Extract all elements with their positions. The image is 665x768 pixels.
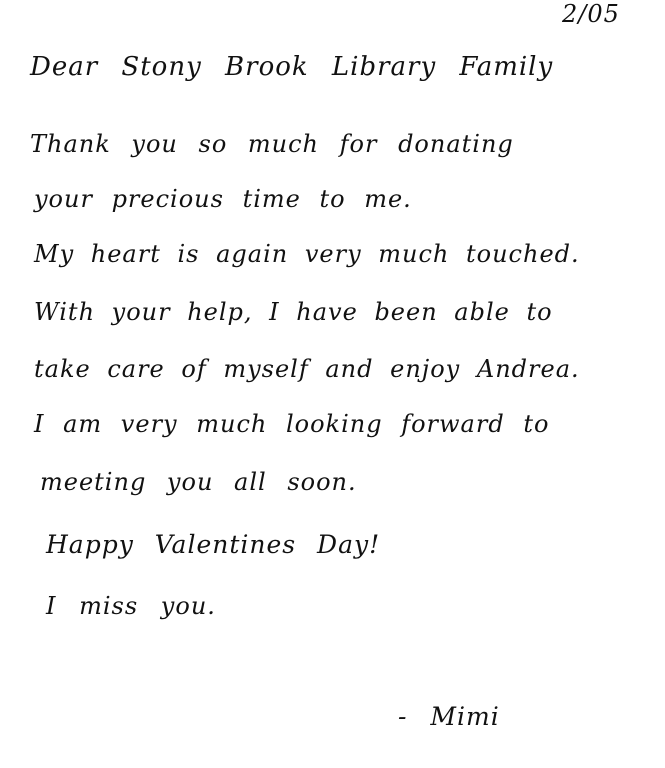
letter-salutation: Dear Stony Brook Library Family [30, 52, 554, 82]
letter-line: With your help, I have been able to [34, 298, 553, 326]
letter-line: your precious time to me. [34, 185, 412, 213]
letter-signature: - Mimi [398, 702, 500, 731]
letter-line: take care of myself and enjoy Andrea. [34, 355, 580, 383]
letter-line: I miss you. [46, 592, 216, 620]
letter-line: I am very much looking forward to [34, 410, 550, 438]
letter-line: My heart is again very much touched. [34, 240, 580, 268]
letter-line: Thank you so much for donating [30, 130, 514, 158]
letter-line: Happy Valentines Day! [46, 530, 381, 559]
letter-line: meeting you all soon. [40, 468, 357, 496]
letter-date: 2/05 [562, 0, 620, 28]
